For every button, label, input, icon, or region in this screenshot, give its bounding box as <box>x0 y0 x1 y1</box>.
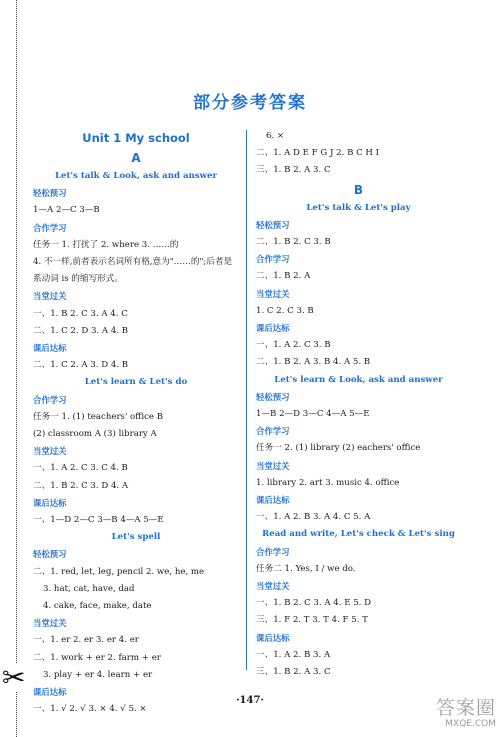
answer-line: 4. 不一样,前者表示名词所有格,意为"……的";后者是系动词 is 的缩写形式。 <box>33 257 233 285</box>
subheading: 当堂过关 <box>33 291 67 302</box>
answer-line: 三、1. B 2. A 3. C <box>256 667 331 678</box>
page-number: ·147· <box>236 695 264 706</box>
answer-line: 二、1. work + er 2. farm + er <box>33 652 161 663</box>
answer-line: (2) classroom A (3) library A <box>33 429 157 440</box>
watermark <box>418 698 496 734</box>
subheading: 合作学习 <box>33 394 67 405</box>
section-title: Let's talk & Look, ask and answer <box>54 171 218 181</box>
answer-line: 任务一 1. 打扰了 2. where 3. ……的 <box>33 239 179 250</box>
answer-line: 一、1. A 2. C 3. B <box>256 340 331 351</box>
answer-line: 一、1. B 2. C 3. A 4. C <box>33 308 128 319</box>
scissors-icon: ✂ <box>2 661 26 694</box>
subheading: 课后达标 <box>256 323 290 334</box>
answer-line: 4. cake, face, make, date <box>43 601 152 612</box>
answer-line: 一、1. √ 2. √ 3. × 4. √ 5. × <box>33 704 147 715</box>
left-column <box>33 128 239 719</box>
section-title: Let's talk & Let's play <box>306 202 411 213</box>
answer-line: 任务一 2. (1) library (2) eachers' office <box>256 443 421 454</box>
answer-line: 3. hat, cat, have, dad <box>43 583 135 594</box>
column-divider <box>246 130 247 670</box>
subheading: 课后达标 <box>33 687 67 698</box>
answer-line: 一、1—D 2—C 3—B 4—A 5—E <box>33 515 164 526</box>
answer-line: 二、1. red, let, leg, pencil 2. we, he, me <box>33 566 205 577</box>
answer-line: 1. C 2. C 3. B <box>256 305 314 316</box>
subheading: 当堂过关 <box>256 288 290 299</box>
subheading: 轻松预习 <box>33 188 67 199</box>
answer-line: 3. play + er 4. learn + er <box>43 669 153 680</box>
answer-line: 1—A 2—C 3—B <box>33 205 100 216</box>
answer-line: 一、1. A 2. B 3. A <box>256 649 331 660</box>
answer-line: 任务一 1. (1) teachers' office B <box>33 411 164 422</box>
answer-line: 6. × <box>266 131 285 141</box>
section-title: Read and write, Let's check & Let's sing <box>262 529 455 540</box>
answer-line: 一、1. er 2. er 3. er 4. er <box>33 635 139 646</box>
subheading: 当堂过关 <box>33 618 67 629</box>
section-letter-a: A <box>131 151 141 165</box>
section-letter-b: B <box>353 182 364 197</box>
subheading: 课后达标 <box>256 632 290 643</box>
section-title: Let's spell <box>111 532 161 543</box>
subheading: 合作学习 <box>256 254 290 265</box>
answer-line: 二、1. B 2. C 3. B <box>256 237 331 248</box>
answer-line: 一、1. A 2. C 3. C 4. B <box>33 463 128 474</box>
answer-line: 二、1. C 2. D 3. A 4. B <box>33 325 129 336</box>
subheading: 轻松预习 <box>256 391 290 402</box>
answer-line: 一、1. A 2. B 3. A 4. C 5. A <box>256 512 371 523</box>
right-column <box>256 128 461 681</box>
subheading: 合作学习 <box>256 546 290 557</box>
subheading: 合作学习 <box>33 222 67 233</box>
answer-line: 1. library 2. art 3. music 4. office <box>256 477 400 488</box>
answer-line: 三、1. B 2. A 3. C <box>256 165 331 176</box>
answer-line: 一、1. B 2. C 3. A 4. E 5. D <box>256 598 372 609</box>
unit-title: Unit 1 My school <box>82 131 190 145</box>
subheading: 当堂过关 <box>256 581 290 592</box>
watermark-url: MXQE.COM <box>445 719 496 729</box>
subheading: 合作学习 <box>256 426 290 437</box>
subheading: 课后达标 <box>33 497 67 508</box>
answer-line: 二、1. B 2. A <box>256 271 311 282</box>
section-title: Let's learn & Look, ask and answer <box>274 374 443 385</box>
subheading: 轻松预习 <box>256 219 290 230</box>
subheading: 轻松预习 <box>33 549 67 560</box>
answer-line: 1—B 2—D 3—C 4—A 5—E <box>256 409 370 420</box>
page-title: 部分参考答案 <box>193 93 307 113</box>
answer-line: 任务二 1. Yes, I / we do. <box>256 563 356 574</box>
answer-line: 二、1. A D E F G J 2. B C H I <box>256 148 380 159</box>
subheading: 当堂过关 <box>256 460 290 471</box>
answer-line: 三、1. F 2. T 3. T 4. F 5. T <box>256 615 368 626</box>
answer-line: 二、1. B 2. A 3. B 4. A 5. B <box>256 357 371 368</box>
answer-line: 二、1. C 2. A 3. D 4. B <box>33 360 129 371</box>
watermark-logo: 答案圈 <box>435 697 496 719</box>
section-title: Let's learn & Let's do <box>84 377 188 388</box>
subheading: 课后达标 <box>256 495 290 506</box>
subheading: 课后达标 <box>33 343 67 354</box>
answer-line: 二、1. B 2. C 3. D 4. A <box>33 480 129 491</box>
subheading: 当堂过关 <box>33 446 67 457</box>
